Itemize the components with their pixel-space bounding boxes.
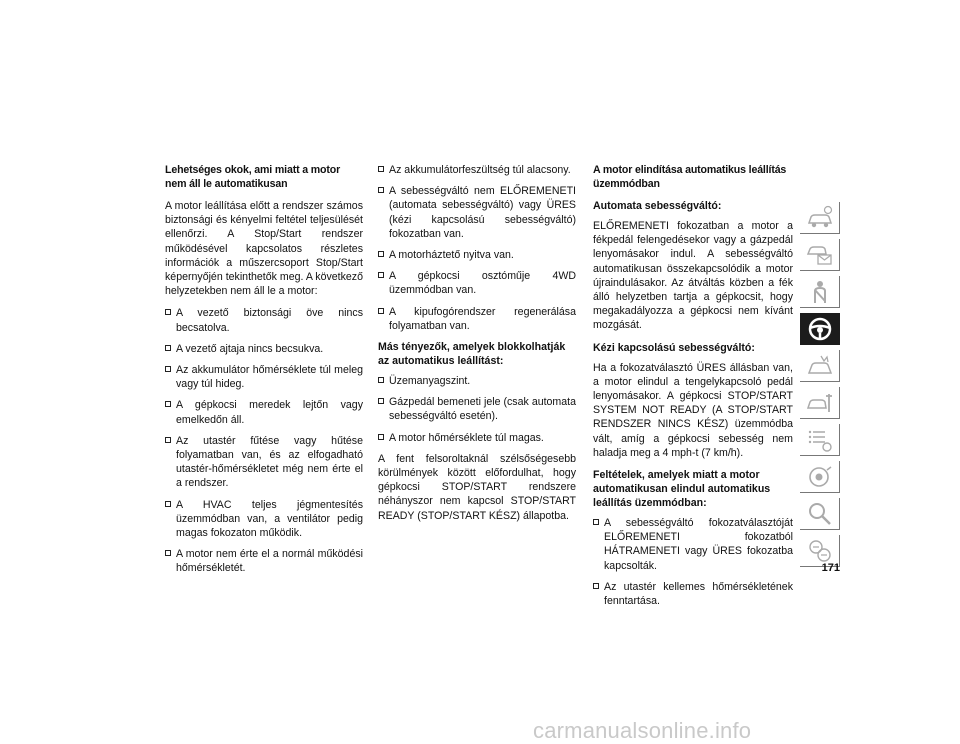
list-item: A kipufogórendszer regenerálása folyamatban van. — [378, 305, 576, 333]
intro-paragraph: A motor leállítása előtt a rendszer számos biztonsági és kényelmi feltétel teljesülését ellenőrzi. A Stop/Start rendszer működésével kapcsolatos részletes információk a műszercsoport Stop/Start képernyőjén tekinthetők meg. A következő helyzetekben nem áll le a motor: — [165, 200, 363, 298]
list-item: A sebességváltó fokozatválasztóját ELŐREMENETI fokozatból HÁTRAMENETI vagy ÜRES fokozatba kapcsolták. — [593, 516, 793, 573]
car-wrench-icon — [806, 390, 834, 416]
section-heading-engine-restart: A motor elindítása automatikus leállítás üzemmódban — [593, 164, 787, 190]
chapter-tabs — [800, 202, 840, 572]
section-heading-no-auto-stop: Lehetséges okok, ami miatt a motor nem áll le automatikusan — [165, 164, 341, 190]
list-item: A gépkocsi osztóműje 4WD üzemmódban van. — [378, 269, 576, 297]
page-number: 171 — [821, 562, 840, 574]
checkbox-bullet-icon — [165, 309, 171, 315]
checkbox-bullet-icon — [593, 583, 599, 589]
checkbox-bullet-icon — [165, 366, 171, 372]
car-crash-icon — [806, 353, 834, 379]
automatic-transmission-paragraph: ELŐREMENETI fokozatban a motor a fékpedál felengedésekor vagy a gázpedál lenyomásakor indul. A sebességváltó automatikusan összekapcsolódik a motor újraindulásakor. Az átváltás közben a fék álló helyzetben tartja a gépkocsit, hogy megakadályozza a gépkocsi nem kívánt mozgását. — [593, 220, 793, 332]
checkbox-bullet-icon — [378, 434, 384, 440]
subheading-auto-restart-conditions: Feltételek, amelyek miatt a motor automatikusan elindul automatikus leállítás üzemmódban: — [593, 469, 771, 510]
list-item: A gépkocsi meredek lejtőn vagy emelkedőn áll. — [165, 398, 363, 426]
tab-maintenance-list[interactable] — [800, 424, 840, 456]
subheading-automatic-transmission: Automata sebességváltó: — [593, 200, 722, 212]
list-item: A vezető ajtaja nincs becsukva. — [165, 342, 363, 356]
languages-icon — [806, 538, 834, 564]
subheading-other-factors: Más tényezők, amelyek blokkolhatják az automatikus leállítást: — [378, 341, 566, 368]
checkbox-bullet-icon — [378, 272, 384, 278]
list-item: Gázpedál bemeneti jele (csak automata sebességváltó esetén). — [378, 395, 576, 423]
tab-audio-controls[interactable] — [800, 461, 840, 493]
car-envelope-icon — [806, 242, 834, 268]
list-item: Üzemanyagszint. — [378, 374, 576, 388]
list-item: A motor nem érte el a normál működési hőmérsékletét. — [165, 547, 363, 575]
checkbox-bullet-icon — [378, 187, 384, 193]
checkbox-bullet-icon — [165, 501, 171, 507]
checkbox-bullet-icon — [378, 377, 384, 383]
audio-controls-icon — [806, 464, 834, 490]
other-factors-list — [378, 374, 576, 445]
subheading-manual-transmission: Kézi kapcsolású sebességváltó: — [593, 341, 755, 354]
checkbox-bullet-icon — [378, 308, 384, 314]
list-item: A HVAC teljes jégmentesítés üzemmódban van, a ventilátor pedig magas fokozaton működik. — [165, 498, 363, 541]
tab-car-envelope[interactable] — [800, 239, 840, 271]
list-item: A vezető biztonsági öve nincs becsatolva. — [165, 306, 363, 334]
car-info-icon — [806, 205, 834, 231]
tab-steering-wheel[interactable] — [800, 313, 840, 345]
list-item: Az utastér kellemes hőmérsékletének fenntartása. — [593, 580, 793, 608]
tab-car-info[interactable] — [800, 202, 840, 234]
checkbox-bullet-icon — [378, 166, 384, 172]
checkbox-bullet-icon — [165, 550, 171, 556]
list-item: Az akkumulátorfeszültség túl alacsony. — [378, 163, 576, 177]
list-item: Az utastér fűtése vagy hűtése folyamatban van, és az elfogadható utastér-hőmérsékletet még nem érte el a rendszer. — [165, 434, 363, 491]
list-item: A motorháztető nyitva van. — [378, 248, 576, 262]
checkbox-bullet-icon — [378, 398, 384, 404]
column-2 — [378, 163, 576, 531]
auto-restart-conditions-list — [593, 516, 793, 608]
tab-car-wrench[interactable] — [800, 387, 840, 419]
list-item: Az akkumulátor hőmérséklete túl meleg vagy túl hideg. — [165, 363, 363, 391]
list-item: A motor hőmérséklete túl magas. — [378, 431, 576, 445]
no-stop-conditions-list-continued — [378, 163, 576, 333]
watermark: carmanualsonline.info — [533, 718, 752, 743]
tab-magnifier[interactable] — [800, 498, 840, 530]
tab-car-crash[interactable] — [800, 350, 840, 382]
column-3 — [593, 163, 793, 615]
list-item: A sebességváltó nem ELŐREMENETI (automata sebességváltó) vagy ÜRES (kézi kapcsolású sebességváltó) fokozatban van. — [378, 184, 576, 241]
checkbox-bullet-icon — [593, 519, 599, 525]
checkbox-bullet-icon — [165, 401, 171, 407]
no-stop-conditions-list — [165, 306, 363, 575]
extreme-conditions-paragraph: A fent felsoroltaknál szélsőségesebb körülmények között előfordulhat, hogy gépkocsi STOP/START rendszere néhányszor nem kapcsol STOP/START READY (STOP/START KÉSZ) állapotba. — [378, 452, 576, 522]
magnifier-icon — [806, 501, 834, 527]
seatbelt-icon — [806, 279, 834, 305]
steering-wheel-icon — [806, 316, 834, 342]
checkbox-bullet-icon — [165, 345, 171, 351]
maintenance-list-icon — [806, 427, 834, 453]
manual-transmission-paragraph: Ha a fokozatválasztó ÜRES állásban van, a motor elindul a tengelykapcsoló pedál lenyomásakor. A gépkocsi STOP/START SYSTEM NOT READY (A STOP/START RENDSZER NINCS KÉSZ) üzemmódba vált, amíg a gépkocsi sebesség nem haladja meg a 4 mph-t (7 km/h). — [593, 361, 793, 459]
checkbox-bullet-icon — [165, 437, 171, 443]
column-1 — [165, 163, 363, 583]
tab-seatbelt[interactable] — [800, 276, 840, 308]
checkbox-bullet-icon — [378, 251, 384, 257]
